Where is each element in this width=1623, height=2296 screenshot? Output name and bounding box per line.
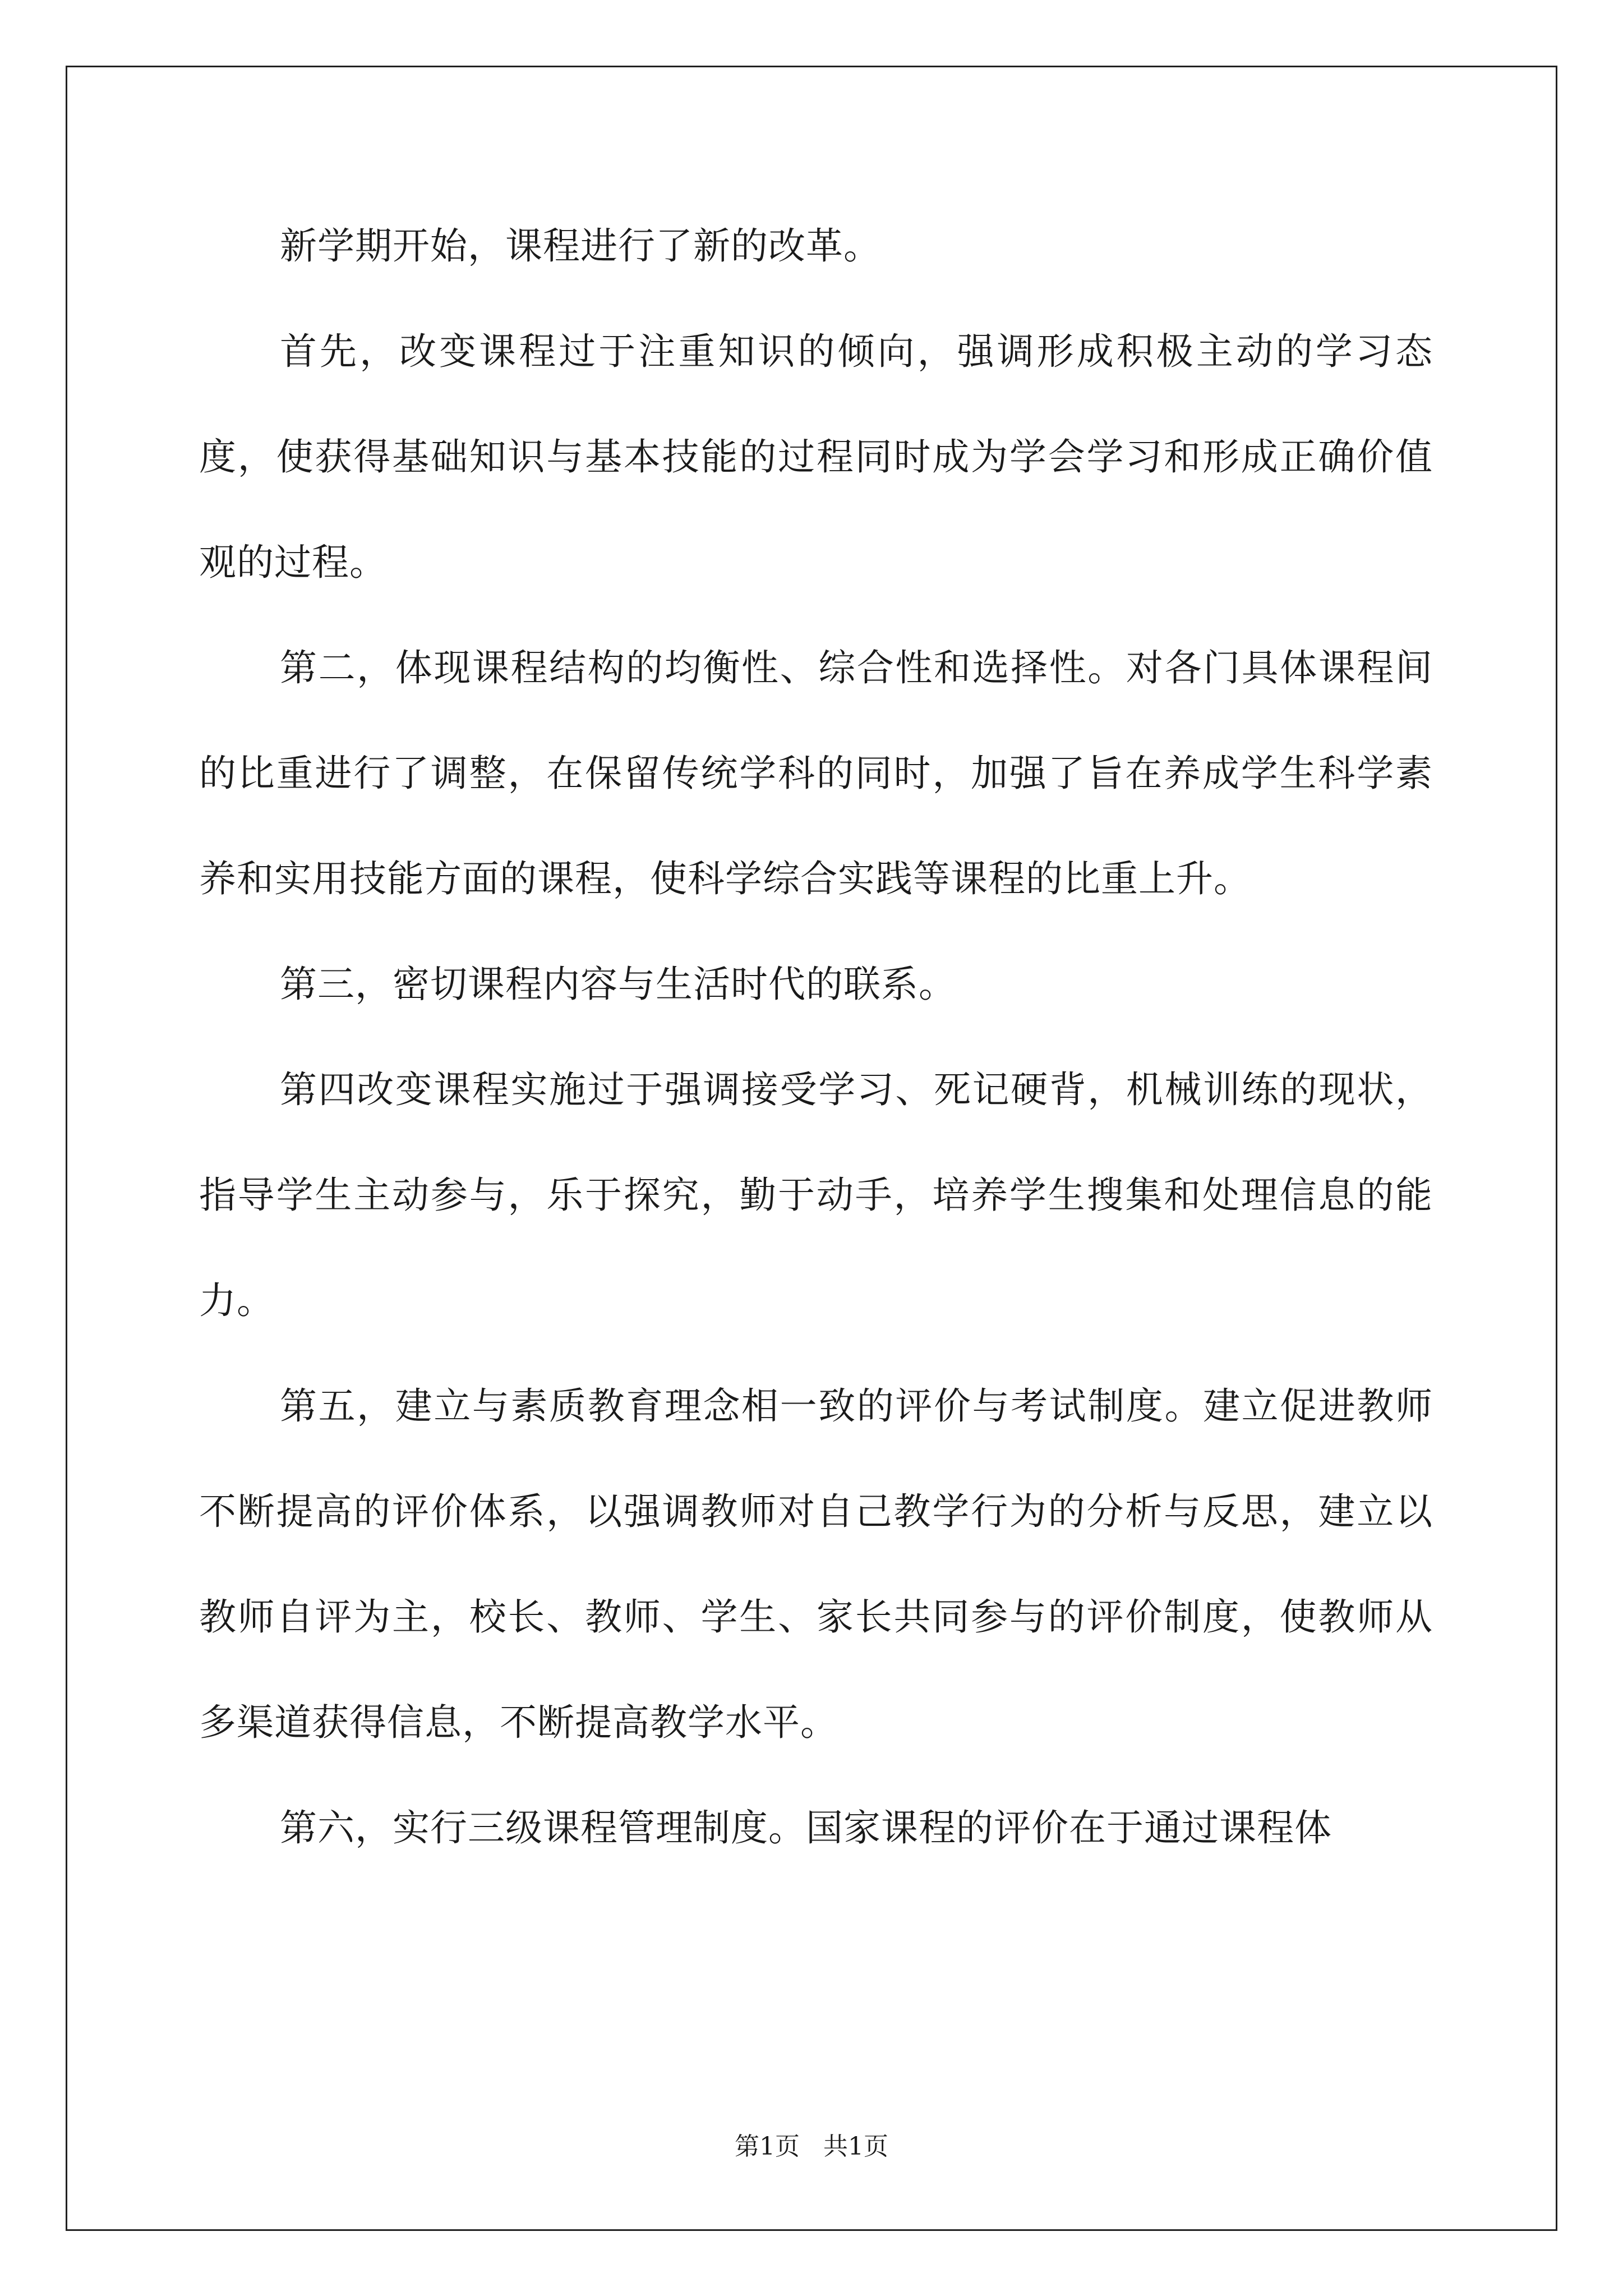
page-total: 共1页	[823, 2132, 888, 2161]
paragraph: 第六，实行三级课程管理制度。国家课程的评价在于通过课程体	[280, 1806, 1332, 1849]
paragraph: 第四改变课程实施过于强调接受学习、死记硬背，机械训练的现状，指导学生主动参与，乐于探究，勤于动手，培养学生搜集和处理信息的能力。	[199, 1068, 1433, 1322]
document-body	[199, 194, 1433, 1881]
paragraph: 第三，密切课程内容与生活时代的联系。	[280, 963, 956, 1006]
paragraph: 第五，建立与素质教育理念相一致的评价与考试制度。建立促进教师不断提高的评价体系，以强调教师对自己教学行为的分析与反思，建立以教师自评为主，校长、教师、学生、家长共同参与的评价制度，使教师从多渠道获得信息，不断提高教学水平。	[199, 1384, 1433, 1744]
page-number: 第1页	[735, 2132, 800, 2161]
page-footer	[0, 2126, 1623, 2162]
paragraph: 新学期开始，课程进行了新的改革。	[280, 224, 881, 268]
paragraph: 首先，改变课程过于注重知识的倾向，强调形成积极主动的学习态度，使获得基础知识与基本技能的过程同时成为学会学习和形成正确价值观的过程。	[199, 330, 1433, 584]
paragraph: 第二，体现课程结构的均衡性、综合性和选择性。对各门具体课程间的比重进行了调整，在保留传统学科的同时，加强了旨在养成学生科学素养和实用技能方面的课程，使科学综合实践等课程的比重上升。	[199, 646, 1433, 900]
